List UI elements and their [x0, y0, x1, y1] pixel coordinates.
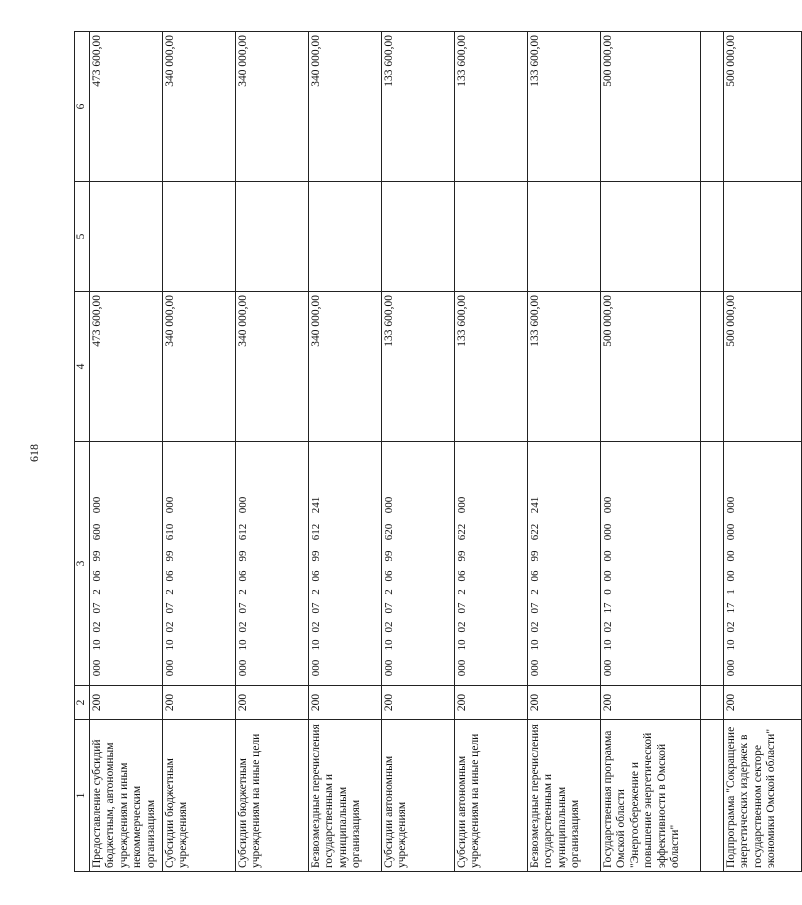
row-name — [700, 720, 723, 872]
classification-segment: 000 — [382, 496, 395, 514]
column-header: 5 — [75, 182, 90, 292]
classification-segment: 10 — [309, 639, 322, 651]
row-col5-amount — [89, 182, 162, 292]
classification-segment: 000 — [724, 659, 737, 677]
row-code: 200 — [235, 686, 308, 720]
row-classification — [600, 442, 700, 686]
classification-segment: 10 — [455, 639, 468, 651]
classification-segment: 99 — [455, 550, 468, 562]
classification-segment: 000 — [455, 496, 468, 514]
classification-segment: 2 — [163, 589, 176, 595]
row-col5-amount — [723, 182, 801, 292]
table-row — [600, 32, 700, 872]
classification-segment: 99 — [90, 550, 103, 562]
classification-segment: 000 — [163, 496, 176, 514]
classification-segment: 610 — [163, 523, 176, 541]
classification-segment: 07 — [382, 602, 395, 614]
classification-segment: 06 — [309, 570, 322, 582]
classification-segment: 02 — [528, 621, 541, 633]
table-header-row — [75, 32, 90, 872]
row-col4-amount: 500 000,00 — [600, 292, 700, 442]
classification-segment: 06 — [163, 570, 176, 582]
row-col5-amount — [700, 182, 723, 292]
row-code: 200 — [600, 686, 700, 720]
classification-segment: 2 — [90, 589, 103, 595]
classification-segment: 10 — [236, 639, 249, 651]
classification-segment: 10 — [528, 639, 541, 651]
classification-segment: 07 — [90, 602, 103, 614]
classification-segment: 000 — [163, 659, 176, 677]
column-header: 2 — [75, 686, 90, 720]
classification-segment: 000 — [236, 496, 249, 514]
row-classification — [235, 442, 308, 686]
row-col4-amount: 133 600,00 — [454, 292, 527, 442]
row-name: Безвозмездные перечисления государственным и муниципальным организациям — [527, 720, 600, 872]
row-name: Предоставление субсидий бюджетным, автономным учреждениям и иным некоммерческим организациям — [89, 720, 162, 872]
classification-segment: 99 — [163, 550, 176, 562]
classification-segment: 02 — [236, 621, 249, 633]
row-classification — [454, 442, 527, 686]
table-row — [381, 32, 454, 872]
classification-segment: 241 — [309, 496, 322, 514]
budget-table — [74, 31, 802, 872]
row-col4-amount: 500 000,00 — [723, 292, 801, 442]
classification-segment: 02 — [163, 621, 176, 633]
row-col6-amount: 133 600,00 — [527, 32, 600, 182]
row-code: 200 — [162, 686, 235, 720]
classification-segment: 17 — [601, 602, 614, 614]
classification-segment: 000 — [601, 659, 614, 677]
row-name: Субсидии автономным учреждениям — [381, 720, 454, 872]
table-row — [89, 32, 162, 872]
classification-segment: 02 — [455, 621, 468, 633]
classification-segment: 00 — [601, 550, 614, 562]
classification-segment: 000 — [724, 523, 737, 541]
column-header: 1 — [75, 720, 90, 872]
classification-segment: 00 — [601, 570, 614, 582]
row-col6-amount: 340 000,00 — [308, 32, 381, 182]
classification-segment: 000 — [601, 523, 614, 541]
table-row — [527, 32, 600, 872]
classification-segment: 10 — [724, 639, 737, 651]
row-col5-amount — [527, 182, 600, 292]
row-col6-amount: 133 600,00 — [454, 32, 527, 182]
classification-segment: 000 — [309, 659, 322, 677]
classification-segment: 06 — [90, 570, 103, 582]
column-header: 6 — [75, 32, 90, 182]
page-number: 618 — [27, 444, 41, 462]
classification-segment: 00 — [724, 550, 737, 562]
classification-segment: 600 — [90, 523, 103, 541]
row-col6-amount: 500 000,00 — [600, 32, 700, 182]
table-row — [454, 32, 527, 872]
classification-segment: 2 — [309, 589, 322, 595]
row-col4-amount: 133 600,00 — [381, 292, 454, 442]
classification-segment: 612 — [309, 523, 322, 541]
classification-segment: 07 — [455, 602, 468, 614]
row-col4-amount — [700, 292, 723, 442]
classification-segment: 000 — [455, 659, 468, 677]
row-col6-amount: 473 600,00 — [89, 32, 162, 182]
classification-segment: 000 — [90, 496, 103, 514]
row-col5-amount — [381, 182, 454, 292]
column-header: 4 — [75, 292, 90, 442]
classification-segment: 00 — [724, 570, 737, 582]
classification-segment: 000 — [382, 659, 395, 677]
row-code: 200 — [381, 686, 454, 720]
row-col5-amount — [454, 182, 527, 292]
table-row — [162, 32, 235, 872]
classification-segment: 07 — [528, 602, 541, 614]
classification-segment: 000 — [601, 496, 614, 514]
row-code: 200 — [527, 686, 600, 720]
row-classification — [89, 442, 162, 686]
classification-segment: 1 — [724, 589, 737, 595]
classification-segment: 02 — [601, 621, 614, 633]
classification-segment: 07 — [309, 602, 322, 614]
classification-segment: 17 — [724, 602, 737, 614]
classification-segment: 000 — [724, 496, 737, 514]
classification-segment: 2 — [455, 589, 468, 595]
table-row — [235, 32, 308, 872]
row-classification — [700, 442, 723, 686]
rotated-table-wrapper — [74, 32, 777, 872]
classification-segment: 622 — [528, 523, 541, 541]
row-classification — [381, 442, 454, 686]
row-col6-amount: 340 000,00 — [162, 32, 235, 182]
classification-segment: 612 — [236, 523, 249, 541]
classification-segment: 99 — [528, 550, 541, 562]
row-classification — [723, 442, 801, 686]
row-col4-amount: 340 000,00 — [308, 292, 381, 442]
classification-segment: 06 — [236, 570, 249, 582]
classification-segment: 620 — [382, 523, 395, 541]
row-classification — [162, 442, 235, 686]
classification-segment: 241 — [528, 496, 541, 514]
row-col6-amount: 133 600,00 — [381, 32, 454, 182]
classification-segment: 000 — [528, 659, 541, 677]
row-name: Субсидии автономным учреждениям на иные цели — [454, 720, 527, 872]
row-code: 200 — [308, 686, 381, 720]
classification-segment: 10 — [601, 639, 614, 651]
row-classification — [527, 442, 600, 686]
row-name: Безвозмездные перечисления государственным и муниципальным организациям — [308, 720, 381, 872]
classification-segment: 622 — [455, 523, 468, 541]
classification-segment: 0 — [601, 589, 614, 595]
row-col5-amount — [600, 182, 700, 292]
classification-segment: 2 — [236, 589, 249, 595]
row-name: Подпрограмма "Сокращение энергетических издержек в государственном секторе экономики Омской области" — [723, 720, 801, 872]
row-col6-amount: 340 000,00 — [235, 32, 308, 182]
classification-segment: 02 — [382, 621, 395, 633]
classification-segment: 99 — [236, 550, 249, 562]
row-col4-amount: 133 600,00 — [527, 292, 600, 442]
row-col6-amount: 500 000,00 — [723, 32, 801, 182]
classification-segment: 2 — [528, 589, 541, 595]
row-col5-amount — [308, 182, 381, 292]
row-classification — [308, 442, 381, 686]
row-col4-amount: 340 000,00 — [162, 292, 235, 442]
row-code: 200 — [454, 686, 527, 720]
row-col5-amount — [162, 182, 235, 292]
classification-segment: 10 — [382, 639, 395, 651]
row-code: 200 — [723, 686, 801, 720]
classification-segment: 07 — [163, 602, 176, 614]
row-col6-amount — [700, 32, 723, 182]
table-row — [723, 32, 801, 872]
classification-segment: 06 — [455, 570, 468, 582]
classification-segment: 06 — [528, 570, 541, 582]
row-name: Субсидии бюджетным учреждениям — [162, 720, 235, 872]
row-code: 200 — [89, 686, 162, 720]
classification-segment: 02 — [309, 621, 322, 633]
classification-segment: 99 — [382, 550, 395, 562]
classification-segment: 10 — [90, 639, 103, 651]
row-col5-amount — [235, 182, 308, 292]
classification-segment: 99 — [309, 550, 322, 562]
classification-segment: 2 — [382, 589, 395, 595]
classification-segment: 07 — [236, 602, 249, 614]
classification-segment: 02 — [90, 621, 103, 633]
row-name: Государственная программа Омской области "Энергосбережение и повышение энергетической эффективности в Омской области" — [600, 720, 700, 872]
row-col4-amount: 473 600,00 — [89, 292, 162, 442]
table-row — [308, 32, 381, 872]
classification-segment: 06 — [382, 570, 395, 582]
classification-segment: 000 — [90, 659, 103, 677]
row-col4-amount: 340 000,00 — [235, 292, 308, 442]
classification-segment: 10 — [163, 639, 176, 651]
table-row-empty — [700, 32, 723, 872]
classification-segment: 000 — [236, 659, 249, 677]
row-name: Субсидии бюджетным учреждениям на иные цели — [235, 720, 308, 872]
classification-segment: 02 — [724, 621, 737, 633]
column-header: 3 — [75, 442, 90, 686]
row-code — [700, 686, 723, 720]
